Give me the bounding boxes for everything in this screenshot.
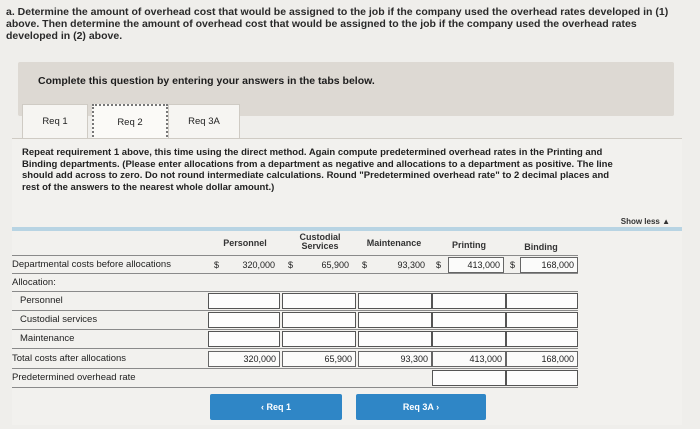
row-divider [12,387,578,388]
header-custodial [284,233,356,251]
alloc-personnel-printing-input[interactable] [432,293,506,309]
tab-req-2[interactable]: Req 2 [92,104,168,141]
row-label-dept-costs: Departmental costs before allocations [12,259,171,270]
rate-printing-input[interactable] [432,370,506,386]
show-less-link[interactable]: Show less ▲ [620,217,670,226]
prev-req-1-button[interactable]: ‹ Req 1 [210,394,342,420]
total-binding: 168,000 [506,351,578,367]
tab-req-1[interactable]: Req 1 [22,104,88,138]
row-divider [12,329,578,330]
question-text [6,6,696,42]
row-divider [12,310,578,311]
instruction-line-2: Binding departments. (Please enter allocations from a department as negative and allocations to a department as positive. The line [22,158,613,170]
alloc-custodial-printing-input[interactable] [432,312,506,328]
dollar-sign: $ [510,260,516,270]
rate-binding-input[interactable] [506,370,578,386]
dept-cost-printing: 413,000 [448,257,504,273]
row-label-custodial: Custodial services [20,314,98,325]
alloc-custodial-custodial-input[interactable] [282,312,356,328]
tab-panel [12,138,682,425]
row-divider [12,368,578,369]
dollar-sign: $ [288,260,294,270]
question-line-2: above. Then determine the amount of overhead cost that would be assigned to the job if the company used the overhead rates [6,18,637,30]
header-maintenance: Maintenance [366,238,422,248]
row-label-personnel: Personnel [20,295,63,306]
alloc-custodial-personnel-input[interactable] [208,312,280,328]
dept-cost-binding: 168,000 [520,257,578,273]
dept-cost-custodial: 65,900 [321,260,349,270]
row-divider [12,291,578,292]
alloc-maintenance-binding-input[interactable] [506,331,578,347]
alloc-custodial-binding-input[interactable] [506,312,578,328]
alloc-personnel-personnel-input[interactable] [208,293,280,309]
alloc-custodial-maintenance-input[interactable] [358,312,432,328]
header-binding: Binding [524,242,558,252]
dept-cost-personnel: 320,000 [242,260,275,270]
alloc-maintenance-printing-input[interactable] [432,331,506,347]
total-personnel: 320,000 [208,351,280,367]
total-printing: 413,000 [432,351,506,367]
question-line-3: developed in (2) above. [6,30,123,42]
total-custodial: 65,900 [282,351,356,367]
total-maintenance: 93,300 [358,351,432,367]
instruction-line-4: rest of the answers to the nearest whole dollar amount.) [22,181,275,193]
next-req-3a-button[interactable]: Req 3A › [356,394,486,420]
alloc-personnel-maintenance-input[interactable] [358,293,432,309]
allocation-table [12,231,682,391]
row-label-rate: Predetermined overhead rate [12,372,136,383]
alloc-maintenance-custodial-input[interactable] [282,331,356,347]
header-printing: Printing [452,240,486,250]
tab-req-3a[interactable]: Req 3A [168,104,240,138]
alloc-maintenance-maintenance-input[interactable] [358,331,432,347]
header-personnel: Personnel [223,238,267,248]
header-divider [12,255,578,256]
header-custodial-line-1: Custodial [299,232,341,242]
alloc-personnel-binding-input[interactable] [506,293,578,309]
row-divider [12,348,578,349]
row-label-allocation: Allocation: [12,277,56,288]
question-line-1: a. Determine the amount of overhead cost that would be assigned to the job if the company used the overhead rates developed in (1) [6,6,669,18]
alloc-maintenance-personnel-input[interactable] [208,331,280,347]
requirement-instructions [22,147,672,193]
row-divider [12,273,578,274]
dollar-sign: $ [436,260,442,270]
row-label-total: Total costs after allocations [12,353,127,364]
instruction-line-3: should add across to zero. Do not round intermediate calculations. Round "Predetermined overhead rate" to 2 decimal places and [22,170,610,181]
dollar-sign: $ [214,260,220,270]
banner-text: Complete this question by entering your answers in the tabs below. [38,75,375,87]
dept-cost-maintenance: 93,300 [397,260,425,270]
row-label-maintenance: Maintenance [20,333,75,344]
header-custodial-line-2: Services [301,241,339,251]
alloc-personnel-custodial-input[interactable] [282,293,356,309]
dollar-sign: $ [362,260,368,270]
instruction-line-1: Repeat requirement 1 above, this time using the direct method. Again compute predetermined overhead rates in the Printing and [22,147,603,158]
